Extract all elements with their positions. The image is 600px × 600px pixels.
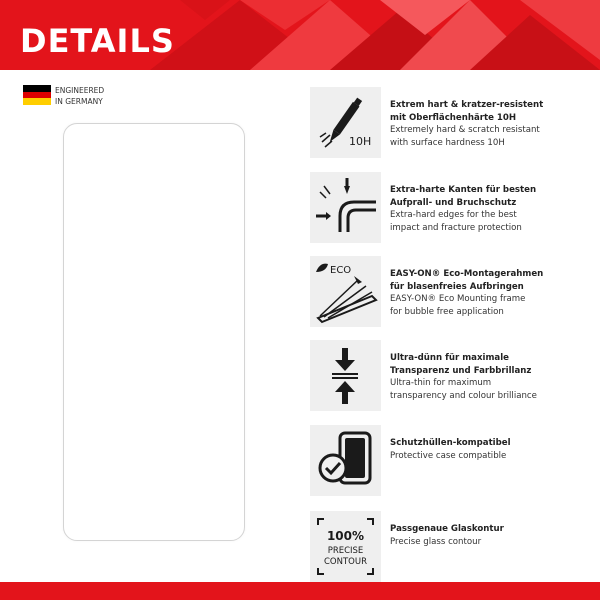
engineered-in-germany-label bbox=[55, 85, 104, 107]
edge-impact-icon bbox=[310, 172, 381, 243]
header-banner bbox=[0, 0, 600, 70]
feature-ultra-thin bbox=[310, 340, 592, 412]
feature-easy-on bbox=[310, 256, 592, 328]
feature-text: Extrem hart & kratzer-resistent mit Oberflächenhärte 10H Extremely hard & scratch resistant with surface hardness 10H bbox=[390, 100, 544, 148]
feature-edges bbox=[310, 172, 592, 244]
icon-text-precise: PRECISE bbox=[327, 546, 364, 556]
eco-frame-icon bbox=[310, 256, 381, 327]
feature-text: Passgenaue Glaskontur Precise glass contour bbox=[390, 524, 504, 547]
precise-contour-icon bbox=[310, 511, 381, 582]
engineered-line1: ENGINEERED bbox=[55, 86, 105, 95]
footer-bar bbox=[0, 582, 600, 600]
icon-text-100: 100% bbox=[326, 529, 365, 543]
scalpel-hardness-icon bbox=[310, 87, 381, 158]
feature-precise-contour bbox=[310, 511, 592, 583]
feature-text: Ultra-dünn für maximale Transparenz und Farbbrillanz Ultra-thin for maximum transparency and colour brilliance bbox=[390, 353, 537, 401]
icon-text-contour: CONTOUR bbox=[324, 557, 367, 567]
feature-case-compatible bbox=[310, 425, 592, 497]
icon-text-10h: 10H bbox=[349, 135, 372, 148]
icon-text-eco: ECO bbox=[330, 265, 352, 276]
german-flag-icon bbox=[23, 85, 51, 105]
engineered-line2: IN GERMANY bbox=[55, 97, 103, 106]
feature-hardness bbox=[310, 87, 592, 159]
ultra-thin-arrows-icon bbox=[310, 340, 381, 411]
page-title: DETAILS bbox=[20, 22, 175, 60]
feature-text: Schutzhüllen-kompatibel Protective case compatible bbox=[390, 438, 511, 461]
screen-protector-outline bbox=[63, 123, 245, 541]
feature-text: EASY-ON® Eco-Montagerahmen für blasenfreies Aufbringen EASY-ON® Eco Mounting frame for bubble free application bbox=[390, 269, 544, 317]
feature-text: Extra-harte Kanten für besten Aufprall- und Bruchschutz Extra-hard edges for the best impact and fracture protection bbox=[390, 185, 537, 233]
case-compatible-icon bbox=[310, 425, 381, 496]
